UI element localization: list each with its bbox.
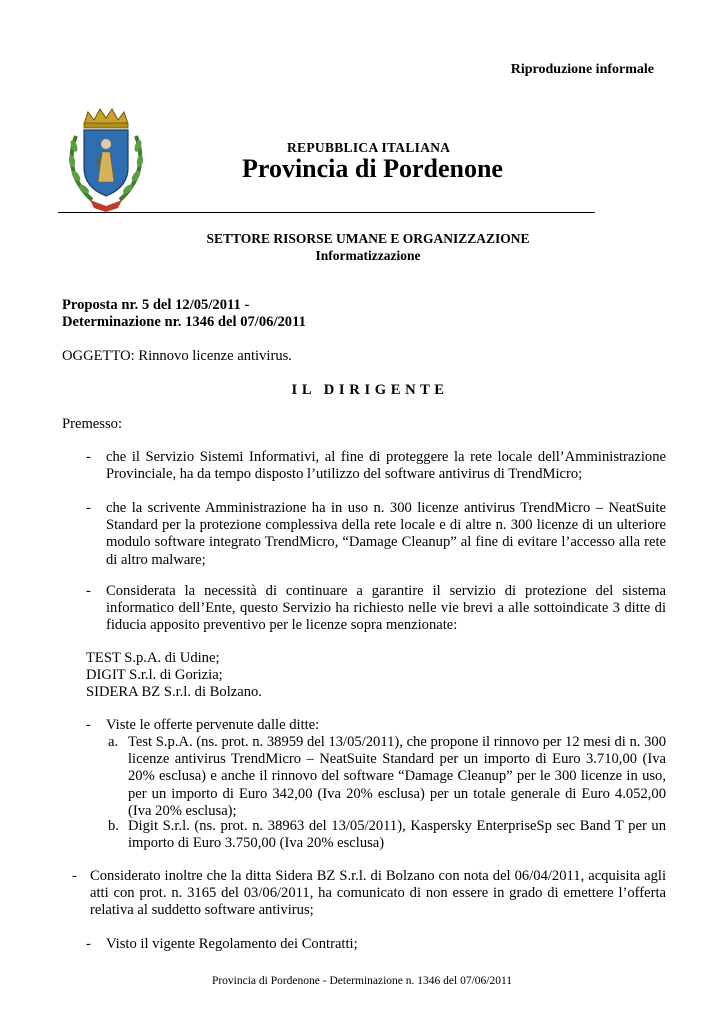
page-footer: Provincia di Pordenone - Determinazione n. 1346 del 07/06/2011 <box>211 975 513 987</box>
republic-label: REPUBBLICA ITALIANA <box>287 140 451 155</box>
offer-label-a: a. <box>108 734 119 750</box>
offer-item-b: Digit S.r.l. (ns. prot. n. 38963 del 13/05/2011), Kaspersky EnterpriseSp sec Band T per un importo di Euro 3.750,00 (Iva 20% esclusa) <box>128 818 666 852</box>
sector-title: SETTORE RISORSE UMANE E ORGANIZZAZIONE <box>206 231 530 246</box>
considered-paragraph: Considerato inoltre che la ditta Sidera BZ S.r.l. di Bolzano con nota del 06/04/2011, acquisita agli atti con prot. n. 3165 del 03/06/2011, ha comunicato di non essere in grado di emettere l’offerta relativa al suddetto software antivirus; <box>90 868 666 919</box>
company-item: SIDERA BZ S.r.l. di Bolzano. <box>86 684 262 700</box>
premise-label: Premesso: <box>62 416 122 432</box>
premise-item-1: che il Servizio Sistemi Informativi, al fine di proteggere la rete locale dell’Amministrazione Provinciale, ha da tempo disposto l’utilizzo del software antivirus di TrendMicro; <box>106 449 666 483</box>
offer-label-b: b. <box>108 818 119 834</box>
company-item: DIGIT S.r.l. di Gorizia; <box>86 667 223 683</box>
sector-subtitle: Informatizzazione <box>315 248 421 263</box>
coat-of-arms-logo <box>62 106 150 214</box>
proposal-reference: Proposta nr. 5 del 12/05/2011 - <box>62 297 250 313</box>
section-heading: I L D I R I G E N T E <box>291 382 445 398</box>
bullet-dash: - <box>86 583 91 599</box>
province-title: Provincia di Pordenone <box>242 154 503 183</box>
subject-line: OGGETTO: Rinnovo licenze antivirus. <box>62 348 292 364</box>
header-divider <box>58 212 595 213</box>
bullet-dash: - <box>86 717 91 733</box>
company-item: TEST S.p.A. di Udine; <box>86 650 220 666</box>
premise-item-2: che la scrivente Amministrazione ha in uso n. 300 licenze antivirus TrendMicro – NeatSuite Standard per la protezione complessiva della rete locale e di altre n. 300 licenze di un ulteriore modulo software integrato TrendMicro, “Damage Cleanup” al fine di evitare l’accesso alla rete di altro malware; <box>106 500 666 568</box>
offer-item-a: Test S.p.A. (ns. prot. n. 38959 del 13/05/2011), che propone il rinnovo per 12 mesi di n. 300 licenze antivirus TrendMicro – NeatSuite Standard per un importo di Euro 3.710,00 (Iva 20% esclusa) e anche il rinnovo del software “Damage Cleanup” per le 300 licenze in uso, per un importo di Euro 342,00 (Iva 20% esclusa) per un totale generale di Euro 4.052,00 (Iva 20% esclusa); <box>128 734 666 819</box>
premise-item-3: Considerata la necessità di continuare a garantire il servizio di protezione del sistema informatico dell’Ente, questo Servizio ha richiesto nelle vie brevi a alle sottoindicate 3 ditte di fiducia apposito preventivo per le licenze sopra menzionate: <box>106 583 666 634</box>
bullet-dash: - <box>72 868 77 884</box>
bullet-dash: - <box>86 936 91 952</box>
document-note: Riproduzione informale <box>510 62 654 77</box>
bullet-dash: - <box>86 500 91 516</box>
offers-intro: Viste le offerte pervenute dalle ditte: <box>106 717 320 733</box>
bullet-dash: - <box>86 449 91 465</box>
determination-reference: Determinazione nr. 1346 del 07/06/2011 <box>62 314 306 330</box>
regulation-item: Visto il vigente Regolamento dei Contratti; <box>106 936 358 952</box>
